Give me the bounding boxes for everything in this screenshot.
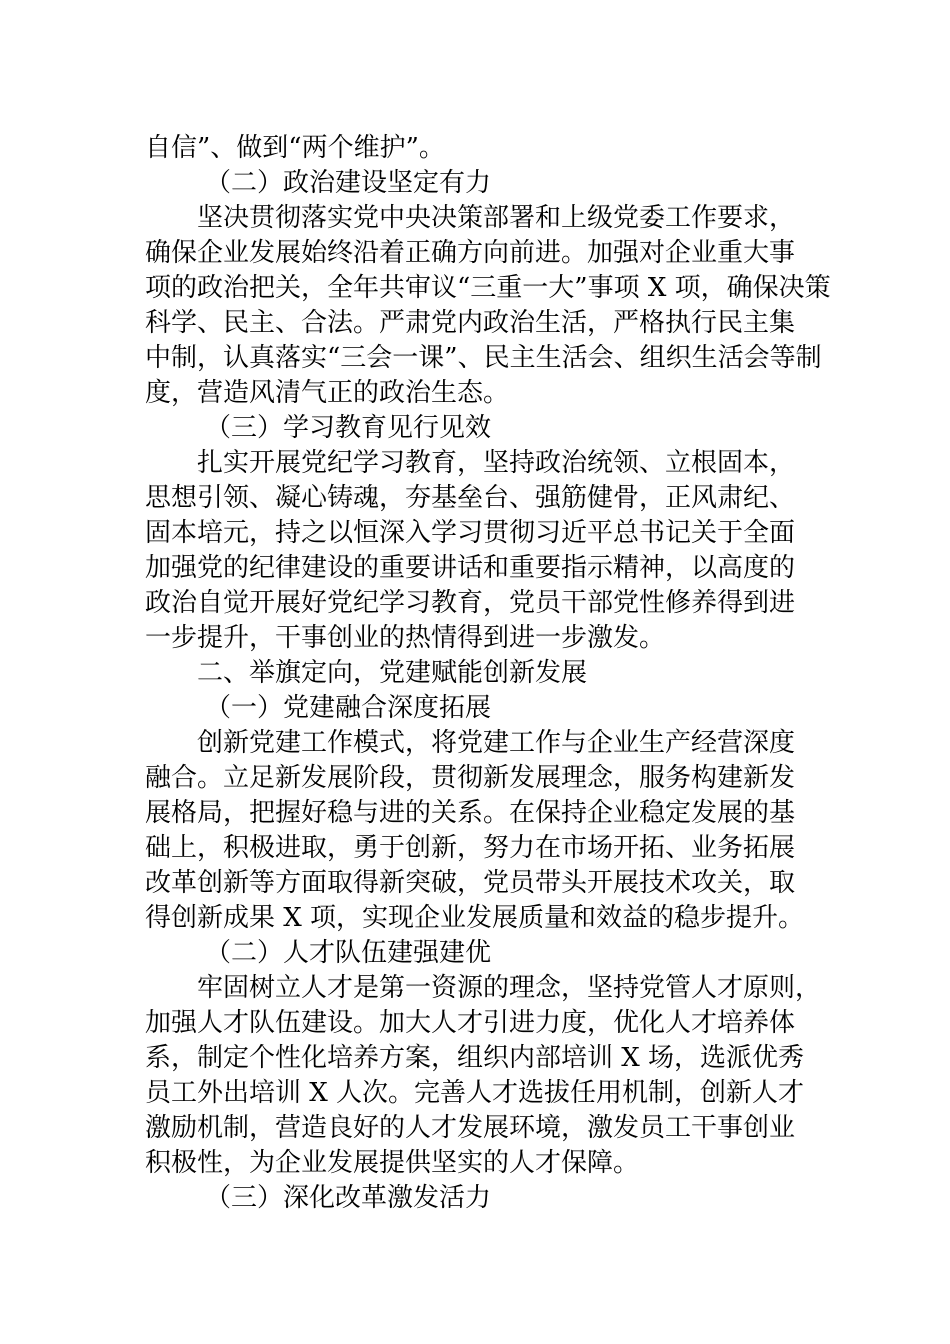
body-text-line: 度，营造风清气正的政治生态。 — [145, 378, 510, 408]
body-text-line: 加强党的纪律建设的重要讲话和重要指示精神，以高度的 — [145, 553, 796, 583]
subsection-heading: （三）学习教育见行见效 — [205, 413, 492, 443]
body-text-line: 自信”、做到“两个维护”。 — [145, 133, 445, 163]
body-text-line: 加强人才队伍建设。加大人才引进力度，优化人才培养体 — [145, 1008, 796, 1038]
body-text-line: 展格局，把握好稳与进的关系。在保持企业稳定发展的基 — [145, 798, 796, 828]
body-text-line: 确保企业发展始终沿着正确方向前进。加强对企业重大事 — [145, 238, 796, 268]
subsection-heading: （二）人才队伍建强建优 — [205, 938, 492, 968]
body-text-line: 固本培元，持之以恒深入学习贯彻习近平总书记关于全面 — [145, 518, 796, 548]
body-text-line: 政治自觉开展好党纪学习教育，党员干部党性修养得到进 — [145, 588, 796, 618]
body-text-line: 积极性，为企业发展提供坚实的人才保障。 — [145, 1148, 640, 1178]
body-text-line: 员工外出培训 X 人次。完善人才选拔任用机制，创新人才 — [145, 1078, 805, 1108]
body-text-line: 一步提升，干事创业的热情得到进一步激发。 — [145, 623, 666, 653]
body-text-line: 系，制定个性化培养方案，组织内部培训 X 场，选派优秀 — [145, 1043, 805, 1073]
body-text-line: 思想引领、凝心铸魂，夯基垒台、强筋健骨，正风肃纪、 — [145, 483, 796, 513]
body-text-line: 中制，认真落实“三会一课”、民主生活会、组织生活会等制 — [145, 343, 822, 373]
body-text-line: 得创新成果 X 项，实现企业发展质量和效益的稳步提升。 — [145, 903, 805, 933]
body-text-line: 改革创新等方面取得新突破，党员带头开展技术攻关，取 — [145, 868, 796, 898]
subsection-heading: （三）深化改革激发活力 — [205, 1183, 492, 1213]
body-text-line: 融合。立足新发展阶段，贯彻新发展理念，服务构建新发 — [145, 763, 796, 793]
body-text-line: 础上，积极进取，勇于创新，努力在市场开拓、业务拓展 — [145, 833, 796, 863]
subsection-heading: （一）党建融合深度拓展 — [205, 693, 492, 723]
paragraph-first-line: 创新党建工作模式，将党建工作与企业生产经营深度 — [197, 728, 796, 758]
body-text-line: 项的政治把关，全年共审议“三重一大”事项 X 项，确保决策 — [145, 273, 831, 303]
paragraph-first-line: 坚决贯彻落实党中央决策部署和上级党委工作要求， — [197, 203, 796, 233]
paragraph-first-line: 扎实开展党纪学习教育，坚持政治统领、立根固本， — [197, 448, 796, 478]
section-heading: 二、举旗定向，党建赋能创新发展 — [197, 658, 588, 688]
body-text-line: 激励机制，营造良好的人才发展环境，激发员工干事创业 — [145, 1113, 796, 1143]
body-text-line: 科学、民主、合法。严肃党内政治生活，严格执行民主集 — [145, 308, 796, 338]
paragraph-first-line: 牢固树立人才是第一资源的理念，坚持党管人才原则， — [197, 973, 822, 1003]
subsection-heading: （二）政治建设坚定有力 — [205, 168, 492, 198]
